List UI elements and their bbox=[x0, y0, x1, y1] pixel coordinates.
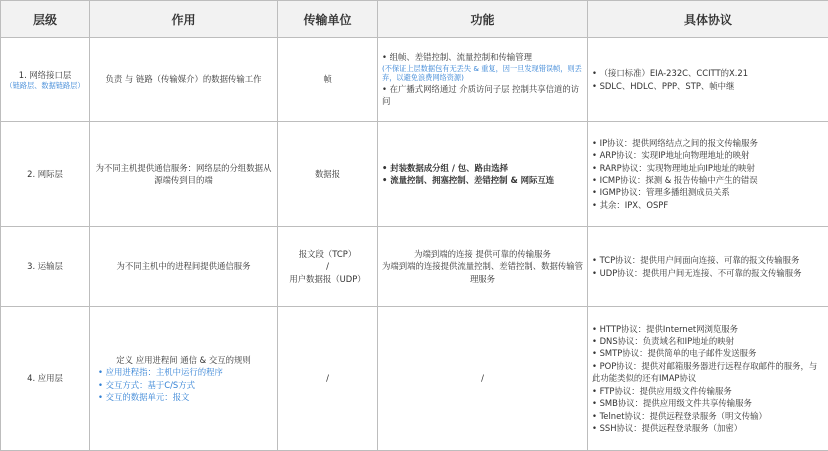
function-line: 为端到端的连接 提供可靠的传输服务 bbox=[414, 248, 551, 259]
layer-cell: 3. 运输层 bbox=[1, 227, 90, 307]
function-line: 为端到端的连接提供流量控制、差错控制、数据传输管理服务 bbox=[382, 261, 583, 284]
protocol-item: • SMTP协议：提供简单的电子邮件发送服务 bbox=[592, 347, 824, 359]
role-point: • 交互的数据单元：报文 bbox=[98, 391, 273, 404]
function-item: • 在广播式网络通过 介质访问子层 控制共享信道的访问 bbox=[382, 83, 583, 108]
protocol-item: • TCP协议：提供用户间面向连接、可靠的报文传输服务 bbox=[592, 254, 824, 266]
unit-cell: 数据报 bbox=[278, 122, 378, 227]
protocol-item: • RARP协议：实现物理地址向IP地址的映射 bbox=[592, 162, 824, 174]
protocol-item: • SSH协议：提供远程登录服务（加密） bbox=[592, 422, 824, 434]
protocol-item: • （接口标准）EIA-232C、CCITT的X.21 bbox=[592, 67, 824, 79]
layer-cell bbox=[1, 38, 90, 122]
table-row bbox=[1, 307, 828, 451]
function-cell: / bbox=[378, 307, 588, 451]
protocol-item: • HTTP协议：提供Internet网浏览服务 bbox=[592, 323, 824, 335]
role-cell: 负责 与 链路（传输媒介）的数据传输工作 bbox=[90, 38, 278, 122]
function-cell bbox=[378, 38, 588, 122]
function-text: • 组帧、差错控制、流量控制和传输管理 bbox=[382, 52, 532, 62]
role-text: 定义 应用进程间 通信 & 交互的规则 bbox=[116, 354, 251, 365]
unit-line: 报文段（TCP） bbox=[298, 248, 357, 259]
header-layer: 层级 bbox=[1, 1, 90, 38]
protocol-item: • ARP协议：实现IP地址向物理地址的映射 bbox=[592, 149, 824, 161]
header-row bbox=[1, 1, 828, 38]
role-cell bbox=[90, 307, 278, 451]
protocol-item: • IGMP协议：管理多播组测成员关系 bbox=[592, 186, 824, 198]
layer-cell: 2. 网际层 bbox=[1, 122, 90, 227]
protocol-item: • POP协议：提供对邮箱服务器进行远程存取邮件的服务，与此功能类似的还有IMAP协议 bbox=[592, 360, 824, 385]
header-role: 作用 bbox=[90, 1, 278, 38]
layer-cell: 4. 应用层 bbox=[1, 307, 90, 451]
protocol-item: • IP协议：提供网络结点之间的报文传输服务 bbox=[592, 137, 824, 149]
unit-cell: 帧 bbox=[278, 38, 378, 122]
table-row bbox=[1, 38, 828, 122]
role-point: • 应用进程指：主机中运行的程序 bbox=[98, 366, 273, 379]
function-note: (不保证上层数据包有无丢失 & 重复，因一旦发现错误帧，则丢弃，以避免浪费网络资源) bbox=[382, 63, 582, 83]
layer-name: 1. 网络接口层 bbox=[18, 69, 72, 80]
unit-cell: / bbox=[278, 307, 378, 451]
protocol-item: • ICMP协议：探测 & 报告传输中产生的错误 bbox=[592, 174, 824, 186]
header-function: 功能 bbox=[378, 1, 588, 38]
protocol-item: • SDLC、HDLC、PPP、STP、帧中继 bbox=[592, 80, 824, 92]
protocols-cell bbox=[588, 227, 828, 307]
layer-subname: （链路层、数据链路层） bbox=[5, 81, 85, 90]
unit-line: 用户数据报（UDP） bbox=[289, 273, 366, 284]
unit-cell bbox=[278, 227, 378, 307]
header-unit: 传输单位 bbox=[278, 1, 378, 38]
protocol-item: • UDP协议：提供用户间无连接、不可靠的报文传输服务 bbox=[592, 267, 824, 279]
role-point: • 交互方式：基于C/S方式 bbox=[98, 379, 273, 392]
role-cell: 为不同主机中的进程间提供通信服务 bbox=[90, 227, 278, 307]
protocols-cell bbox=[588, 122, 828, 227]
protocol-item: • SMB协议：提供应用级文件共享传输服务 bbox=[592, 397, 824, 409]
protocols-cell bbox=[588, 307, 828, 451]
protocol-item: • Telnet协议：提供远程登录服务（明文传输） bbox=[592, 410, 824, 422]
function-cell bbox=[378, 122, 588, 227]
function-item bbox=[382, 51, 583, 83]
table-row bbox=[1, 227, 828, 307]
function-item: • 流量控制、拥塞控制、差错控制 & 网际互连 bbox=[382, 174, 583, 187]
function-item: • 封装数据成分组 / 包、路由选择 bbox=[382, 162, 583, 175]
protocol-item: • DNS协议：负责域名和IP地址的映射 bbox=[592, 335, 824, 347]
header-protocols: 具体协议 bbox=[588, 1, 828, 38]
role-cell: 为不同主机提供通信服务：网络层的分组数据从源端传到目的端 bbox=[90, 122, 278, 227]
protocol-item: • FTP协议：提供应用级文件传输服务 bbox=[592, 385, 824, 397]
function-cell bbox=[378, 227, 588, 307]
protocol-item: • 其余：IPX、OSPF bbox=[592, 199, 824, 211]
table-row bbox=[1, 122, 828, 227]
unit-line: / bbox=[326, 261, 329, 272]
protocols-cell bbox=[588, 38, 828, 122]
